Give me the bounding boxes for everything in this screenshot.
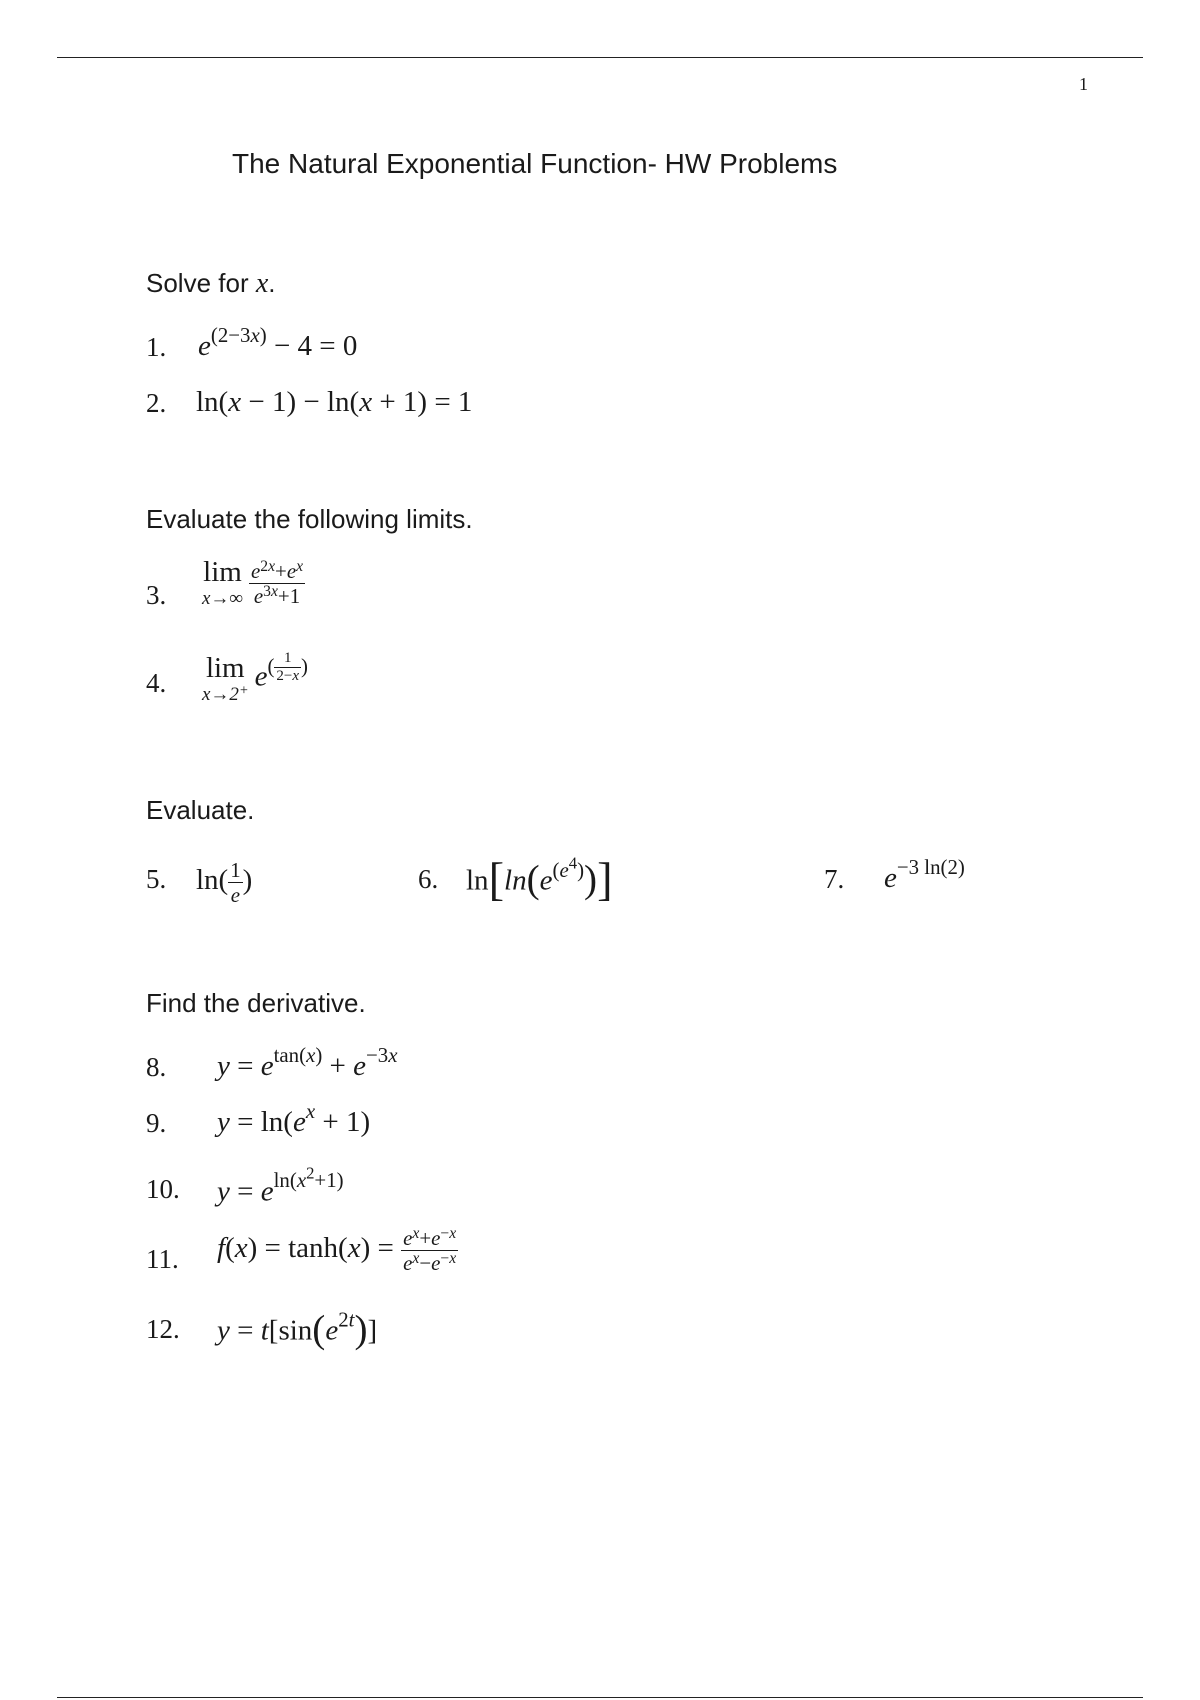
limit-operator: lim x→∞ (202, 556, 243, 609)
bottom-rule (57, 1697, 1143, 1698)
problem-number: 6. (418, 864, 439, 894)
heading-text: Solve for (146, 268, 256, 298)
problem-number: 3. (146, 580, 167, 610)
problem-2-expression: ln(x − 1) − ln(x + 1) = 1 (196, 386, 473, 418)
problem-11-expression: f(x) = tanh(x) = $\frac{e^x+e^{-x}}{e^x-e^{-x}}$ (217, 1224, 457, 1275)
problem-5-expression: ln( $\frac{1}{e}$ ) (196, 858, 253, 907)
problem-number: 12. (146, 1314, 180, 1344)
problem-number: 7. (824, 864, 845, 894)
page-title: The Natural Exponential Function- HW Problems (232, 148, 838, 179)
heading-variable: x (255, 268, 269, 299)
problem-1-expression: $e^{(2-3x)} - 4 = 0$ (198, 323, 358, 362)
problem-number: 4. (146, 668, 167, 698)
section-heading-derivative: Find the derivative. (146, 988, 366, 1018)
problem-3-expression (202, 558, 305, 608)
problem-number: 11. (146, 1244, 179, 1274)
problem-4-expression: lim x→2+ $e^{( \frac{1}{2-x} )}$ (202, 650, 308, 705)
fraction: $\frac{e^{2x}+e^x}{e^{3x}+1}$ (250, 557, 304, 608)
problem-12-expression: $y = t[\sin(e^{2t})]$ (217, 1307, 378, 1351)
problem-number: 2. (146, 388, 167, 418)
fraction: $\frac{1}{e}$ (230, 858, 241, 907)
problem-number: 9. (146, 1108, 167, 1138)
problem-number: 1. (146, 332, 167, 362)
fraction: $\frac{e^x+e^{-x}}{e^x-e^{-x}}$ (403, 1224, 457, 1275)
fraction: $\frac{1}{2-x}$ (276, 650, 300, 685)
problem-6-expression: $\ln[\ln(e^{(e^4)})]$ (466, 853, 613, 906)
problem-7-expression: $e^{-3 ln(2)}$ (884, 855, 965, 894)
heading-period: . (268, 268, 276, 298)
section-heading-solve (146, 268, 276, 300)
problem-9-expression: $y = \ln(e^x + 1)$ (217, 1099, 371, 1138)
page-number: 1 (1079, 74, 1088, 94)
limit-operator: lim x→2+ (202, 651, 249, 705)
problem-number: 5. (146, 864, 167, 894)
section-heading-evaluate: Evaluate. (146, 795, 255, 825)
problem-number: 10. (146, 1174, 180, 1204)
problem-10-expression: $y = e^{ln(x^2+1)}$ (217, 1164, 344, 1208)
problem-8-expression: $y = e^{tan(x)} + e^{-3x}$ (217, 1043, 398, 1082)
problem-number: 8. (146, 1052, 167, 1082)
top-rule (57, 57, 1143, 58)
section-heading-limits: Evaluate the following limits. (146, 504, 473, 534)
